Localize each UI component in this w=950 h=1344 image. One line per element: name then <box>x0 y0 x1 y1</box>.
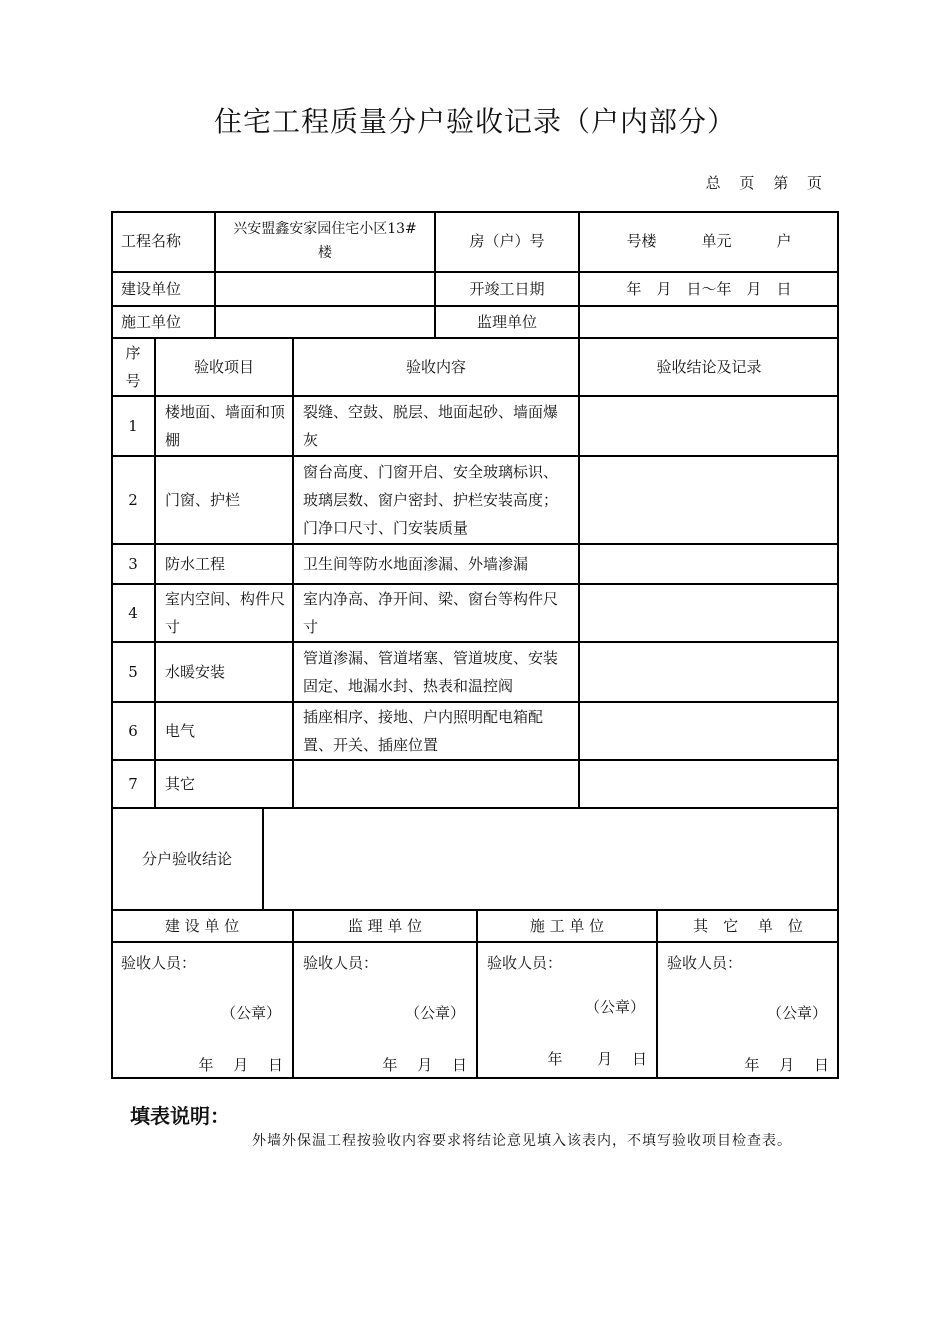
rule <box>111 271 839 273</box>
dates-value[interactable]: 年 月 日～年 月 日 <box>626 280 792 298</box>
rule <box>111 337 839 339</box>
dates-label: 开竣工日期 <box>469 280 545 298</box>
supervisor-label: 监理单位 <box>476 313 537 331</box>
sig-block-builder[interactable] <box>111 943 293 1079</box>
col-result-header: 验收结论及记录 <box>656 358 762 376</box>
sig-date-label: 年 月 日 <box>382 1056 467 1074</box>
row-5-content: 管道渗漏、管道堵塞、管道坡度、安装固定、地漏水封、热表和温控阀 <box>303 649 559 695</box>
row-1-item: 楼地面、墙面和顶棚 <box>165 403 286 449</box>
page-unit-label: 页 <box>739 174 755 192</box>
sig-block-supervisor[interactable] <box>293 943 477 1079</box>
row-1-content: 裂缝、空鼓、脱层、地面起砂、墙面爆灰 <box>303 403 559 449</box>
sig-person-label: 验收人员： <box>667 954 743 972</box>
rule <box>111 807 839 809</box>
rule <box>111 395 839 397</box>
supervisor-value[interactable] <box>579 307 839 337</box>
sig-unit-other: 其 它 单 位 <box>693 917 803 935</box>
row-2-content: 窗台高度、门窗开启、安全玻璃标识、玻璃层数、窗户密封、护栏安装高度；门净口尺寸、门安装质量 <box>303 463 559 537</box>
builder-value[interactable] <box>215 273 435 305</box>
row-7-no: 7 <box>128 775 138 793</box>
rule <box>656 911 658 1079</box>
project-name-value[interactable]: 兴安盟鑫安家园住宅小区13#楼 <box>233 221 417 261</box>
row-2-item: 门窗、护栏 <box>165 491 241 509</box>
page-nth-label: 第 <box>773 174 789 192</box>
sig-person-label: 验收人员： <box>303 954 379 972</box>
sig-unit-supervisor: 监 理 单 位 <box>347 917 423 935</box>
acceptance-form-table <box>111 211 839 1079</box>
rule <box>111 305 839 307</box>
rule <box>111 941 839 943</box>
rule <box>434 211 436 339</box>
sig-block-other[interactable] <box>657 943 839 1079</box>
rule <box>111 909 839 911</box>
constructor-value[interactable] <box>215 307 435 337</box>
row-2-no: 2 <box>128 491 138 509</box>
conclusion-label: 分户验收结论 <box>141 850 232 868</box>
col-item-header: 验收项目 <box>193 358 254 376</box>
sig-person-label: 验收人员： <box>487 954 563 972</box>
rule <box>111 701 839 703</box>
note-text: 外墙外保温工程按验收内容要求将结论意见填入该表内，不填写验收项目检查表。 <box>252 1133 792 1149</box>
row-3-result[interactable] <box>579 545 839 583</box>
sig-seal-label: （公章） <box>584 998 645 1016</box>
rule <box>262 809 264 911</box>
note-label: 填表说明： <box>130 1104 230 1128</box>
col-no-header: 序号 <box>125 344 141 390</box>
row-3-item: 防水工程 <box>165 555 226 573</box>
rule <box>154 339 156 809</box>
page-title: 住宅工程质量分户验收记录（户内部分） <box>213 105 736 138</box>
row-6-content: 插座相序、接地、户内照明配电箱配置、开关、插座位置 <box>303 708 544 754</box>
rule <box>111 641 839 643</box>
row-3-content: 卫生间等防水地面渗漏、外墙渗漏 <box>303 555 529 573</box>
rule <box>214 211 216 339</box>
page-count <box>692 172 822 193</box>
conclusion-value[interactable] <box>263 809 839 909</box>
builder-label: 建设单位 <box>121 280 182 298</box>
sig-person-label: 验收人员： <box>121 954 197 972</box>
row-2-result[interactable] <box>579 457 839 543</box>
row-6-result[interactable] <box>579 703 839 759</box>
rule <box>292 339 294 809</box>
constructor-label: 施工单位 <box>121 313 182 331</box>
rule <box>578 211 580 809</box>
rule <box>111 759 839 761</box>
row-6-item: 电气 <box>165 722 196 740</box>
row-5-item: 水暖安装 <box>165 663 226 681</box>
sig-unit-builder: 建 设 单 位 <box>164 917 240 935</box>
row-5-result[interactable] <box>579 643 839 701</box>
house-no-value[interactable]: 号楼 单元 户 <box>626 232 792 250</box>
house-no-label: 房（户）号 <box>469 232 545 250</box>
sig-seal-label: （公章） <box>404 1004 465 1022</box>
row-4-result[interactable] <box>579 585 839 641</box>
row-4-content: 室内净高、净开间、梁、窗台等构件尺寸 <box>303 590 559 636</box>
sig-date-label: 年 月 日 <box>547 1050 647 1068</box>
row-4-no: 4 <box>128 604 138 622</box>
row-6-no: 6 <box>128 722 138 740</box>
rule <box>111 543 839 545</box>
page-unit-label-2: 页 <box>806 174 822 192</box>
sig-date-label: 年 月 日 <box>198 1056 283 1074</box>
row-5-no: 5 <box>128 663 138 681</box>
row-1-result[interactable] <box>579 397 839 455</box>
col-content-header: 验收内容 <box>405 358 466 376</box>
sig-seal-label: （公章） <box>766 1004 827 1022</box>
row-4-item: 室内空间、构件尺寸 <box>165 590 286 636</box>
rule <box>292 911 294 1079</box>
row-7-content <box>293 761 579 807</box>
sig-block-constructor[interactable] <box>477 943 657 1079</box>
sig-date-label: 年 月 日 <box>744 1056 829 1074</box>
row-7-result[interactable] <box>579 761 839 807</box>
row-7-item: 其它 <box>165 775 196 793</box>
page-total-label: 总 <box>705 174 721 192</box>
row-3-no: 3 <box>128 555 138 573</box>
rule <box>111 455 839 457</box>
project-name-label: 工程名称 <box>121 232 182 250</box>
rule <box>476 911 478 1079</box>
sig-seal-label: （公章） <box>220 1004 281 1022</box>
sig-unit-constructor: 施 工 单 位 <box>529 917 605 935</box>
row-1-no: 1 <box>128 417 138 435</box>
rule <box>111 583 839 585</box>
